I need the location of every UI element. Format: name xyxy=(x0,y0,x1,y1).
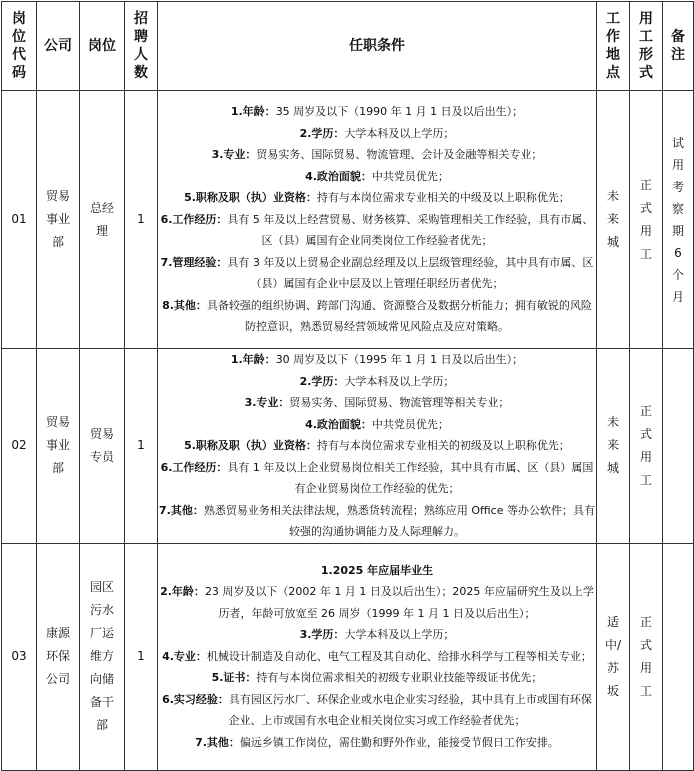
headcount: 1 xyxy=(125,91,158,349)
employment-type: 正 式 用 工 xyxy=(630,543,663,770)
company-name: 康源 环保 公司 xyxy=(37,543,80,770)
remark xyxy=(663,543,694,770)
position-name: 园区 污水 厂运 维方 向储 备干 部 xyxy=(80,543,125,770)
requirement-item: 1.年龄：30 周岁及以下（1995 年 1 月 1 日及以后出生）； xyxy=(230,353,524,366)
recruitment-table xyxy=(1,1,694,771)
requirement-item: 7.其他：偏远乡镇工作岗位，需住勤和野外作业，能接受节假日工作安排。 xyxy=(195,735,559,749)
requirement-item: 7.管理经验：具有 3 年及以上贸易企业副总经理及以上层级管理经验，其中具有市属、区（县）属国有企业中层及以上管理任职经历者优先； xyxy=(160,255,594,291)
requirement-item: 7.其他：熟悉贸易业务相关法律法规，熟悉货转流程；熟练应用 Office 等办公软件；具有较强的沟通协调能力及人际理解力。 xyxy=(159,503,595,538)
remark xyxy=(663,349,694,544)
requirement-item: 5.证书：持有与本岗位需求相关的初级专业职业技能等级证书优先； xyxy=(211,671,543,685)
table-row xyxy=(2,349,694,544)
position-name: 总经 理 xyxy=(80,91,125,349)
company-name: 贸易 事业 部 xyxy=(37,91,80,349)
work-location: 适 中/ 苏 坂 xyxy=(597,543,630,770)
requirement-item: 6.实习经验：具有园区污水厂、环保企业或水电企业实习经验，其中具有上市或国有环保企业、上市或国有水电企业相关岗位实习或工作经验者优先； xyxy=(162,692,592,728)
position-name: 贸易 专员 xyxy=(80,349,125,544)
requirement-item: 3.专业：贸易实务、国际贸易、物流管理、会计及金融等相关专业； xyxy=(211,148,543,162)
requirements-list xyxy=(158,349,597,544)
work-location: 未 来 城 xyxy=(597,349,630,544)
requirement-item: 3.学历：大学本科及以上学历； xyxy=(299,628,455,642)
header-row xyxy=(2,2,694,91)
header-employment: 用 工 形 式 xyxy=(630,2,663,91)
requirement-item: 2.学历：大学本科及以上学历； xyxy=(299,374,455,388)
work-location: 未 来 城 xyxy=(597,91,630,349)
requirement-item: 2.学历：大学本科及以上学历； xyxy=(299,126,455,140)
requirement-item: 3.专业：贸易实务、国际贸易、物流管理等相关专业； xyxy=(244,396,510,409)
headcount: 1 xyxy=(125,543,158,770)
requirement-item: 5.职称及职（执）业资格：持有与本岗位需求专业相关的中级及以上职称优先； xyxy=(184,191,570,205)
requirement-item: 4.专业：机械设计制造及自动化、电气工程及其自动化、给排水科学与工程等相关专业； xyxy=(162,649,592,663)
header-position: 岗位 xyxy=(80,2,125,91)
requirement-item: 4.政治面貌：中共党员优先； xyxy=(305,417,449,431)
requirement-item: 6.工作经历：具有 1 年及以上企业贸易岗位相关工作经验，其中具有市属、区（县）属国有企业贸易岗位工作经验的优先； xyxy=(160,460,594,495)
job-code: 03 xyxy=(2,543,37,770)
remark: 试 用 考 察 期 6 个 月 xyxy=(663,91,694,349)
header-code: 岗 位 代 码 xyxy=(2,2,37,91)
requirement-item: 1.2025 年应届毕业生 xyxy=(320,563,434,577)
employment-type: 正 式 用 工 xyxy=(630,91,663,349)
table-row xyxy=(2,543,694,770)
job-code: 01 xyxy=(2,91,37,349)
header-requirements: 任职条件 xyxy=(158,2,597,91)
header-location: 工 作 地 点 xyxy=(597,2,630,91)
requirement-item: 8.其他：具备较强的组织协调、跨部门沟通、资源整合及数据分析能力；拥有敏锐的风险防控意识，熟悉贸易经营领域常见风险点及应对策略。 xyxy=(162,298,592,334)
job-code: 02 xyxy=(2,349,37,544)
requirements-list xyxy=(158,91,597,349)
company-name: 贸易 事业 部 xyxy=(37,349,80,544)
requirement-item: 1.年龄：35 周岁及以下（1990 年 1 月 1 日及以后出生）； xyxy=(230,105,524,119)
requirement-item: 6.工作经历：具有 5 年及以上经营贸易、财务核算、采购管理相关工作经验，具有市属、区（县）属国有企业同类岗位工作经验者优先； xyxy=(160,212,594,248)
header-company: 公司 xyxy=(37,2,80,91)
requirement-item: 4.政治面貌：中共党员优先； xyxy=(305,169,449,183)
header-headcount: 招 聘 人 数 xyxy=(125,2,158,91)
header-note: 备 注 xyxy=(663,2,694,91)
requirement-item: 5.职称及职（执）业资格：持有与本岗位需求专业相关的初级及以上职称优先； xyxy=(184,439,570,452)
headcount: 1 xyxy=(125,349,158,544)
requirements-list xyxy=(158,543,597,770)
table-row xyxy=(2,91,694,349)
employment-type: 正 式 用 工 xyxy=(630,349,663,544)
requirement-item: 2.年龄：23 周岁及以下（2002 年 1 月 1 日及以后出生）；2025 年应届研究生及以上学历者，年龄可放宽至 26 周岁（1999 年 1 月 1 日及以后出生）； xyxy=(160,585,594,620)
